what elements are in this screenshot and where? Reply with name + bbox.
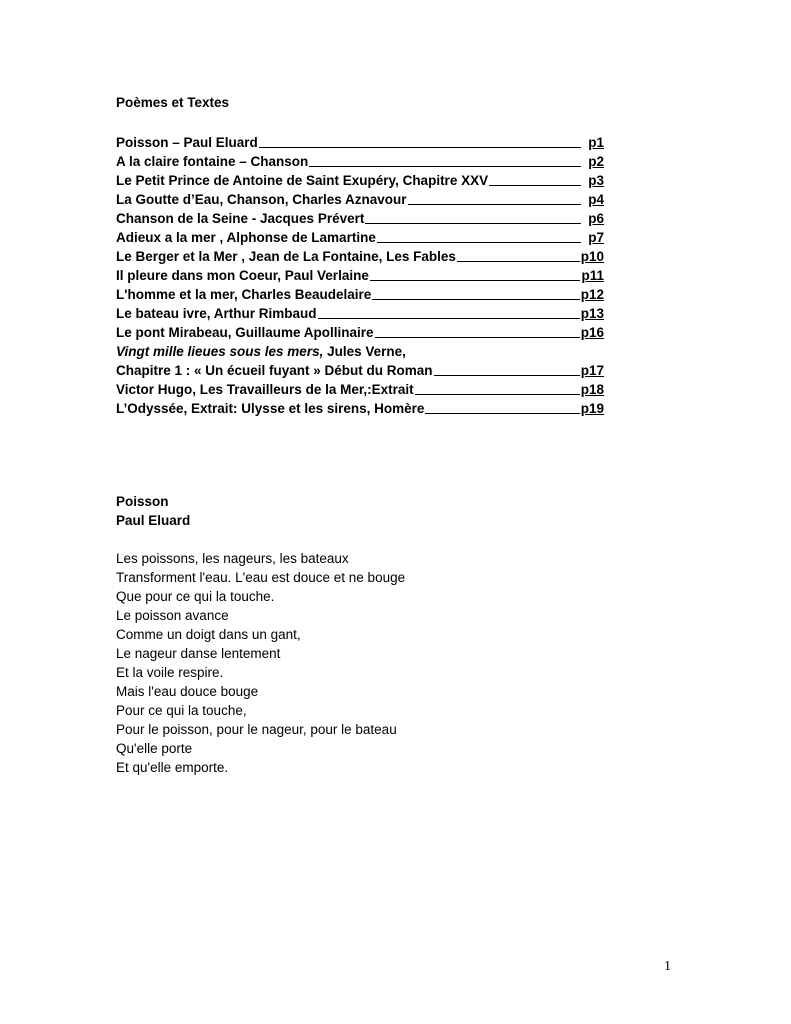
- toc-entry-page: p19: [580, 401, 604, 416]
- toc-entry: [116, 190, 604, 209]
- toc-entry-page: p13: [580, 306, 604, 321]
- toc-leader-line: [425, 413, 579, 414]
- toc-entry: [116, 228, 604, 247]
- toc-entry: [116, 380, 604, 399]
- toc-entry-title: Chapitre 1 : « Un écueil fuyant » Début du Roman: [116, 363, 433, 378]
- poem-line: Le poisson avance: [116, 608, 229, 623]
- toc-entry-title: Le pont Mirabeau, Guillaume Apollinaire: [116, 325, 374, 340]
- toc-entry-title: L'homme et la mer, Charles Beaudelaire: [116, 287, 372, 302]
- toc-leader-line: [489, 185, 581, 186]
- toc-entry-page: p16: [580, 325, 604, 340]
- poem-line: Pour ce qui la touche,: [116, 703, 247, 718]
- toc-entry-page: p3: [588, 173, 604, 188]
- toc-leader-line: [415, 394, 580, 395]
- toc-entry: [116, 133, 604, 152]
- toc-entry-page: p6: [588, 211, 604, 226]
- toc-leader-line: [372, 299, 579, 300]
- toc-entry-title: Adieux a la mer , Alphonse de Lamartine: [116, 230, 376, 245]
- document-heading: Poèmes et Textes: [116, 95, 230, 110]
- toc-leader-line: [318, 318, 580, 319]
- toc-entry-title-italic: Vingt mille lieues sous les mers,: [116, 344, 324, 359]
- toc-entry: [116, 399, 604, 418]
- poem-title: Poisson: [116, 494, 169, 509]
- toc-entry: [116, 304, 604, 323]
- poem-line: Pour le poisson, pour le nageur, pour le bateau: [116, 722, 397, 737]
- toc-entry: [116, 285, 604, 304]
- toc-entry-title: Poisson – Paul Eluard: [116, 135, 258, 150]
- toc-entry-title: Chanson de la Seine - Jacques Prévert: [116, 211, 365, 226]
- toc-entry-title: [116, 342, 406, 361]
- toc-entry-title: Le Petit Prince de Antoine de Saint Exupéry, Chapitre XXV: [116, 173, 489, 188]
- toc-entry-title: Victor Hugo, Les Travailleurs de la Mer,:Extrait: [116, 382, 414, 397]
- poem-line: Que pour ce qui la touche.: [116, 589, 275, 604]
- toc-leader-line: [457, 261, 580, 262]
- toc-leader-line: [365, 223, 581, 224]
- poem-line: Le nageur danse lentement: [116, 646, 281, 661]
- toc-entry-title: A la claire fontaine – Chanson: [116, 154, 309, 169]
- toc-entry-page: p12: [580, 287, 604, 302]
- toc-entry-title: La Goutte d’Eau, Chanson, Charles Aznavour: [116, 192, 407, 207]
- poem-line: Transforment l'eau. L'eau est douce et ne bouge: [116, 570, 406, 585]
- toc-entry-page: p4: [588, 192, 604, 207]
- toc-entry: [116, 361, 604, 380]
- toc-entry-page: p1: [588, 135, 604, 150]
- poem-line: Et la voile respire.: [116, 665, 224, 680]
- toc-leader-line: [375, 337, 580, 338]
- page-number: 1: [664, 959, 671, 974]
- toc-leader-line: [377, 242, 581, 243]
- poem-author: Paul Eluard: [116, 513, 191, 528]
- toc-entry-page: p7: [588, 230, 604, 245]
- toc-entry-page: p11: [581, 268, 604, 283]
- toc-entry-page: p18: [580, 382, 604, 397]
- poem-header: [116, 492, 190, 530]
- toc-leader-line: [434, 375, 580, 376]
- toc-entry-title: Il pleure dans mon Coeur, Paul Verlaine: [116, 268, 369, 283]
- toc-entry: [116, 323, 604, 342]
- toc-entry-page: p10: [580, 249, 604, 264]
- toc-entry-title: Le bateau ivre, Arthur Rimbaud: [116, 306, 317, 321]
- toc-entry: [116, 209, 604, 228]
- poem-line: Comme un doigt dans un gant,: [116, 627, 301, 642]
- table-of-contents: [116, 133, 604, 418]
- toc-entry: [116, 152, 604, 171]
- toc-entry: [116, 247, 604, 266]
- toc-entry: [116, 171, 604, 190]
- toc-entry-title-rest: Jules Verne,: [323, 344, 406, 359]
- toc-entry-title: Le Berger et la Mer , Jean de La Fontaine, Les Fables: [116, 249, 456, 264]
- poem-line: Les poissons, les nageurs, les bateaux: [116, 551, 349, 566]
- toc-entry: [116, 342, 604, 361]
- toc-leader-line: [408, 204, 581, 205]
- toc-leader-line: [259, 147, 581, 148]
- toc-entry-page: p2: [588, 154, 604, 169]
- toc-entry-title: L’Odyssée, Extrait: Ulysse et les sirens, Homère: [116, 401, 425, 416]
- poem-line: Qu'elle porte: [116, 741, 193, 756]
- toc-leader-line: [309, 166, 581, 167]
- toc-leader-line: [370, 280, 581, 281]
- poem-line: Et qu'elle emporte.: [116, 760, 229, 775]
- toc-entry-page: p17: [580, 363, 604, 378]
- poem-body: [116, 549, 405, 777]
- poem-line: Mais l'eau douce bouge: [116, 684, 259, 699]
- toc-entry: [116, 266, 604, 285]
